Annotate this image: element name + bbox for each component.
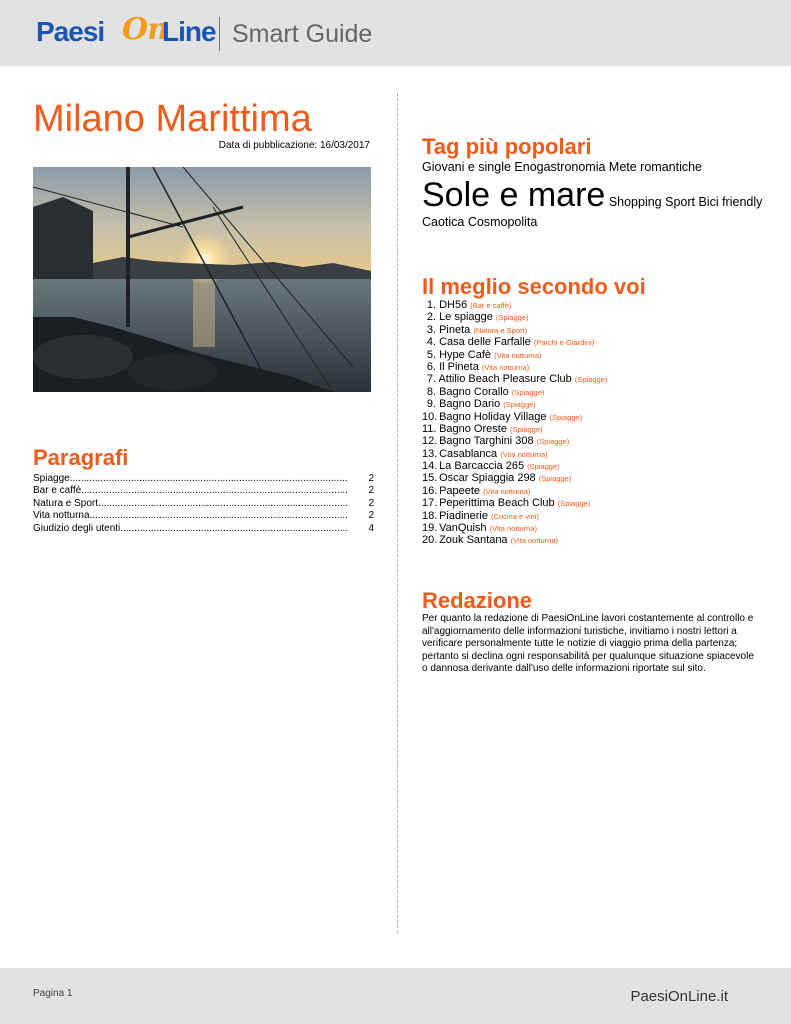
place-category: (Natura e Sport) (473, 325, 528, 335)
place-category: (Bar e caffè) (470, 301, 512, 310)
place-name: Zouk Santana (439, 534, 508, 547)
toc-label: Vita notturna (33, 510, 90, 522)
ranking-item[interactable] (422, 324, 767, 336)
rank-number: 19. (422, 522, 438, 535)
place-name: Peperittima Beach Club (439, 497, 555, 510)
redazione-title: Redazione (422, 588, 533, 613)
place-category: (Spiagge) (495, 313, 529, 323)
place-category: (Spiagge) (536, 437, 570, 447)
toc-page-number: 2 (368, 497, 374, 509)
tag-popolari-title: Tag più popolari (422, 134, 592, 159)
place-category: (Spiagge) (510, 424, 543, 434)
logo-text-on: On (122, 12, 168, 47)
place-name: Casablanca (439, 447, 498, 460)
ranking-item[interactable] (422, 361, 767, 373)
ranking-item[interactable] (422, 472, 767, 484)
place-category: (Spiagge) (511, 387, 545, 397)
logo-text-line: Line (162, 16, 216, 47)
rank-number: 10. (422, 410, 438, 423)
toc-label: Spiagge (33, 473, 70, 484)
place-category: (Vita notturna) (481, 362, 530, 372)
tag-cloud-line[interactable]: Giovani e single Enogastronomia Mete romantiche (422, 160, 703, 174)
page-title: Milano Marittima (33, 98, 312, 140)
rank-number: 4. (426, 336, 436, 349)
toc-label: Natura e Sport (33, 497, 99, 509)
toc-leader (90, 510, 348, 522)
rank-number: 3. (426, 323, 436, 336)
paragrafi-title: Paragrafi (33, 445, 129, 470)
place-category: (Spiagge) (503, 400, 536, 410)
place-name: Bagno Oreste (439, 422, 507, 435)
site-link[interactable]: PaesiOnLine.it (630, 988, 728, 1005)
sunset-photo (33, 167, 371, 392)
ranking-item[interactable] (422, 435, 767, 447)
place-category: (Vita notturna) (500, 449, 548, 459)
ranking-item[interactable] (422, 485, 767, 497)
place-name: Oscar Spiaggia 298 (439, 472, 536, 485)
toc-label: Bar e caffè (33, 485, 82, 497)
place-category: (Vita notturna) (489, 524, 538, 534)
ranking-item[interactable] (422, 497, 767, 509)
toc-page-number: 2 (368, 510, 374, 522)
ranking-item[interactable] (422, 460, 767, 472)
place-category: (Parchi e Giardini) (533, 338, 595, 348)
page-number: Pagina 1 (33, 988, 73, 999)
rank-number: 11. (422, 422, 437, 435)
page-header (0, 0, 791, 66)
place-name: Bagno Corallo (439, 385, 509, 398)
place-category: (Vita notturna) (494, 350, 542, 360)
place-category: (Spiagge) (538, 474, 572, 484)
place-name: Papeete (439, 484, 481, 497)
toc-entry-natura-e-sport[interactable] (33, 498, 374, 510)
ranking-item[interactable] (422, 299, 767, 311)
place-name: La Barcaccia 265 (439, 460, 525, 473)
toc-page-number: 2 (368, 485, 374, 497)
place-name: VanQuish (439, 522, 487, 535)
meglio-title: Il meglio secondo voi (422, 274, 646, 299)
place-category: (Spiagge) (557, 499, 591, 509)
rank-number: 7. (426, 373, 436, 386)
header-separator (219, 17, 220, 51)
place-name: Pineta (439, 323, 471, 336)
publication-date: Data di pubblicazione: 16/03/2017 (218, 140, 370, 151)
toc-entry-giudizio-degli-utenti[interactable] (33, 523, 374, 535)
rank-number: 6. (426, 360, 436, 373)
toc-page-number: 2 (368, 473, 374, 484)
toc-label: Giudizio degli utenti (33, 522, 121, 534)
rank-number: 17. (422, 497, 438, 510)
ranking-item[interactable] (422, 386, 767, 398)
logo-text-paesi: Paesi (36, 16, 105, 47)
rank-number: 8. (426, 385, 436, 398)
place-category: (Vita notturna) (510, 536, 559, 546)
rank-number: 12. (422, 435, 438, 448)
place-name: Le spiagge (439, 311, 493, 324)
tag-sole-e-mare[interactable]: Sole e mare (422, 176, 606, 214)
place-name: Il Pineta (439, 360, 479, 373)
place-name: Casa delle Farfalle (439, 336, 531, 349)
page-footer (0, 968, 791, 1024)
place-name: Attilio Beach Pleasure Club (438, 373, 572, 386)
rank-number: 1. (426, 299, 436, 311)
place-name: DH56 (439, 299, 468, 311)
place-category: (Cucina e vini) (491, 511, 539, 521)
rank-number: 18. (422, 509, 438, 522)
toc-entry-bar-e-caffe[interactable] (33, 485, 374, 497)
place-name: Hype Cafè (439, 348, 492, 361)
ranking-item[interactable] (422, 522, 767, 534)
ranking-item[interactable] (422, 411, 767, 423)
tag-cloud-rest[interactable]: Shopping Sport Bici friendly Caotica Cosmopolita (422, 195, 763, 229)
tag-cloud (422, 160, 767, 230)
rank-number: 16. (422, 484, 438, 497)
ranking-item[interactable] (422, 423, 767, 435)
toc-leader (98, 498, 348, 510)
rank-number: 9. (426, 398, 436, 411)
toc-entry-spiagge[interactable] (33, 473, 374, 485)
rank-number: 2. (426, 311, 436, 324)
place-category: (Spiagge) (527, 462, 560, 472)
place-name: Bagno Holiday Village (439, 410, 547, 423)
ranking-item[interactable] (422, 349, 767, 361)
place-category: (Vita notturna) (483, 486, 531, 496)
ranking-item[interactable] (422, 448, 767, 460)
place-name: Piadinerie (439, 509, 488, 522)
rank-number: 15. (422, 472, 438, 485)
rank-number: 20. (422, 534, 438, 547)
paragrafi-toc (33, 473, 374, 535)
place-category: (Spiagge) (574, 375, 608, 385)
rank-number: 5. (426, 348, 436, 361)
ranking-item[interactable] (422, 311, 767, 323)
place-name: Bagno Dario (439, 398, 501, 411)
ranking-item[interactable] (422, 373, 767, 385)
rank-number: 14. (422, 460, 438, 473)
ranking-item[interactable] (422, 534, 767, 546)
redazione-text: Per quanto la redazione di PaesiOnLine lavori costantemente al controllo e all'aggiornamento delle informazioni turistiche, invitiamo i nostri lettori a verificare personalmente tutte le notizie di viaggio prima della partenza; pertanto si declina ogni responsabilità per qualunque situazione spiacevole o dannosa derivante dall'uso delle informazioni riportate sul sito. (422, 613, 754, 674)
ranking-item[interactable] (422, 398, 767, 410)
place-name: Bagno Targhini 308 (439, 435, 534, 448)
header-title: Smart Guide (232, 20, 373, 48)
rank-number: 13. (422, 447, 438, 460)
place-category: (Spiagge) (549, 412, 583, 422)
ranking-item[interactable] (422, 510, 767, 522)
toc-leader (120, 523, 348, 535)
toc-entry-vita-notturna[interactable] (33, 510, 374, 522)
ranking-list (422, 299, 767, 547)
toc-page-number: 4 (368, 522, 374, 534)
toc-leader (70, 473, 348, 485)
toc-leader (81, 485, 348, 497)
column-divider (397, 93, 398, 933)
ranking-item[interactable] (422, 336, 767, 348)
